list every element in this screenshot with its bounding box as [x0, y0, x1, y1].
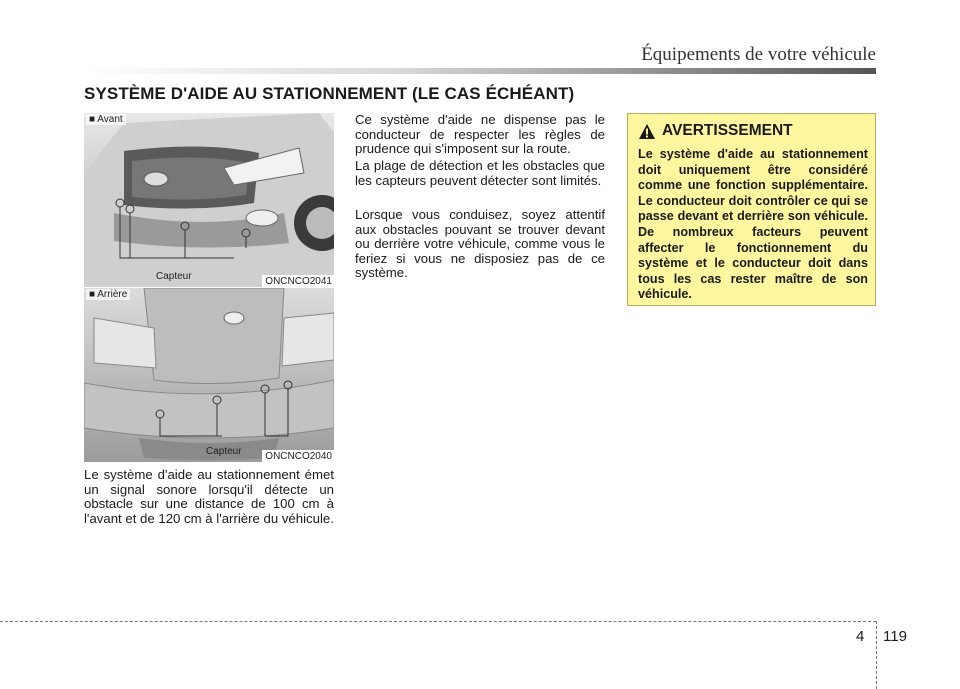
paragraph-3: Lorsque vous conduisez, soyez attentif aux obstacles pouvant se trouver devant ou derrière votre véhicule, comme vous le feriez si vous ne disposiez pas de ce système. [355, 207, 605, 281]
front-figure-label: ■ Avant [86, 114, 126, 125]
warning-box [627, 113, 876, 306]
section-title: SYSTÈME D'AIDE AU STATIONNEMENT (LE CAS ÉCHÉANT) [84, 84, 575, 103]
front-car-illustration [84, 113, 334, 287]
intro-paragraph: Le système d'aide au stationnement émet un signal sonore lorsqu'il détecte un obstacle sur une distance de 100 cm à l'avant et de 120 cm à l'arrière du véhicule. [84, 467, 334, 526]
paragraph-2: La plage de détection et les obstacles que les capteurs peuvent détecter sont limités. [355, 158, 605, 188]
rear-car-illustration [84, 288, 334, 462]
header-rule [84, 68, 876, 74]
page-chapter-number: 4 [856, 628, 865, 645]
warning-header [638, 122, 793, 140]
front-figure-code: ONCNCO2041 [262, 275, 334, 287]
footer-divider [876, 621, 877, 689]
warning-title: AVERTISSEMENT [662, 122, 793, 139]
paragraph-1: Ce système d'aide ne dispense pas le conducteur de respecter les règles de prudence qui s'imposent sur la route. [355, 112, 605, 157]
chapter-title: Équipements de votre véhicule [641, 44, 876, 65]
rear-sensor-label: Capteur [206, 446, 242, 457]
rear-figure-code: ONCNCO2040 [262, 450, 334, 462]
rear-sensor-figure [84, 288, 334, 462]
rear-figure-label: ■ Arrière [86, 289, 130, 300]
front-sensor-label: Capteur [156, 271, 192, 282]
footer-rule [0, 621, 876, 622]
warning-triangle-icon [638, 123, 656, 140]
front-sensor-figure [84, 113, 334, 287]
warning-text: Le système d'aide au stationnement doit uniquement être considéré comme une fonction supplémentaire. Le conducteur doit contrôler ce qui se passe devant et derrière son véhicule. De nombreux facteurs peuvent affecter le fonctionnement du système et le conducteur doit dans tous les cas rester maître de son véhicule. [638, 147, 868, 302]
page-number: 119 [883, 628, 907, 645]
